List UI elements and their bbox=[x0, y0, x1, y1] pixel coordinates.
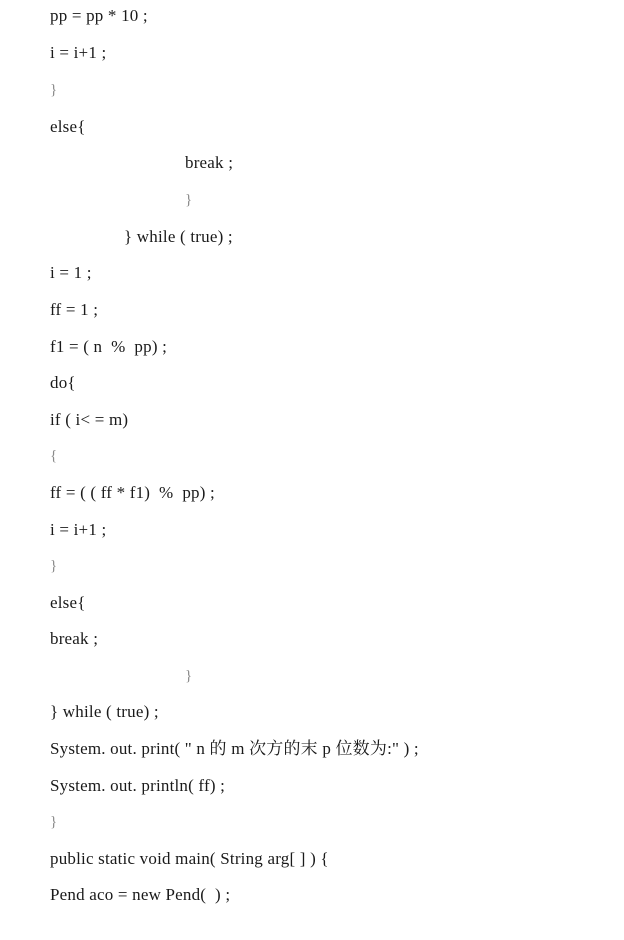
code-line-19: } bbox=[185, 668, 193, 684]
code-line-16: } bbox=[50, 558, 58, 574]
code-line-8: i = 1 ; bbox=[50, 263, 92, 282]
code-line-15: i = i+1 ; bbox=[50, 520, 107, 539]
code-line-21: System. out. print( " n 的 m 次方的末 p 位数为:" ) ; bbox=[50, 739, 419, 758]
code-line-7: } while ( true) ; bbox=[124, 227, 233, 246]
code-line-14: ff = ( ( ff * f1) % pp) ; bbox=[50, 483, 215, 502]
code-line-11: do{ bbox=[50, 373, 76, 392]
code-line-1: pp = pp * 10 ; bbox=[50, 6, 148, 25]
code-line-12: if ( i< = m) bbox=[50, 410, 129, 429]
code-line-22: System. out. println( ff) ; bbox=[50, 776, 226, 795]
code-line-18: break ; bbox=[50, 629, 99, 648]
code-line-5: break ; bbox=[185, 153, 234, 172]
code-line-10: f1 = ( n % pp) ; bbox=[50, 337, 168, 356]
code-line-23: } bbox=[50, 814, 58, 830]
code-line-25: Pend aco = new Pend( ) ; bbox=[50, 885, 231, 904]
code-line-13: { bbox=[50, 448, 58, 464]
code-line-4: else{ bbox=[50, 117, 86, 136]
code-line-24: public static void main( String arg[ ] ) { bbox=[50, 849, 329, 868]
code-line-9: ff = 1 ; bbox=[50, 300, 99, 319]
code-line-3: } bbox=[50, 82, 58, 98]
code-line-2: i = i+1 ; bbox=[50, 43, 107, 62]
code-line-6: } bbox=[185, 192, 193, 208]
code-line-17: else{ bbox=[50, 593, 86, 612]
code-line-20: } while ( true) ; bbox=[50, 702, 159, 721]
